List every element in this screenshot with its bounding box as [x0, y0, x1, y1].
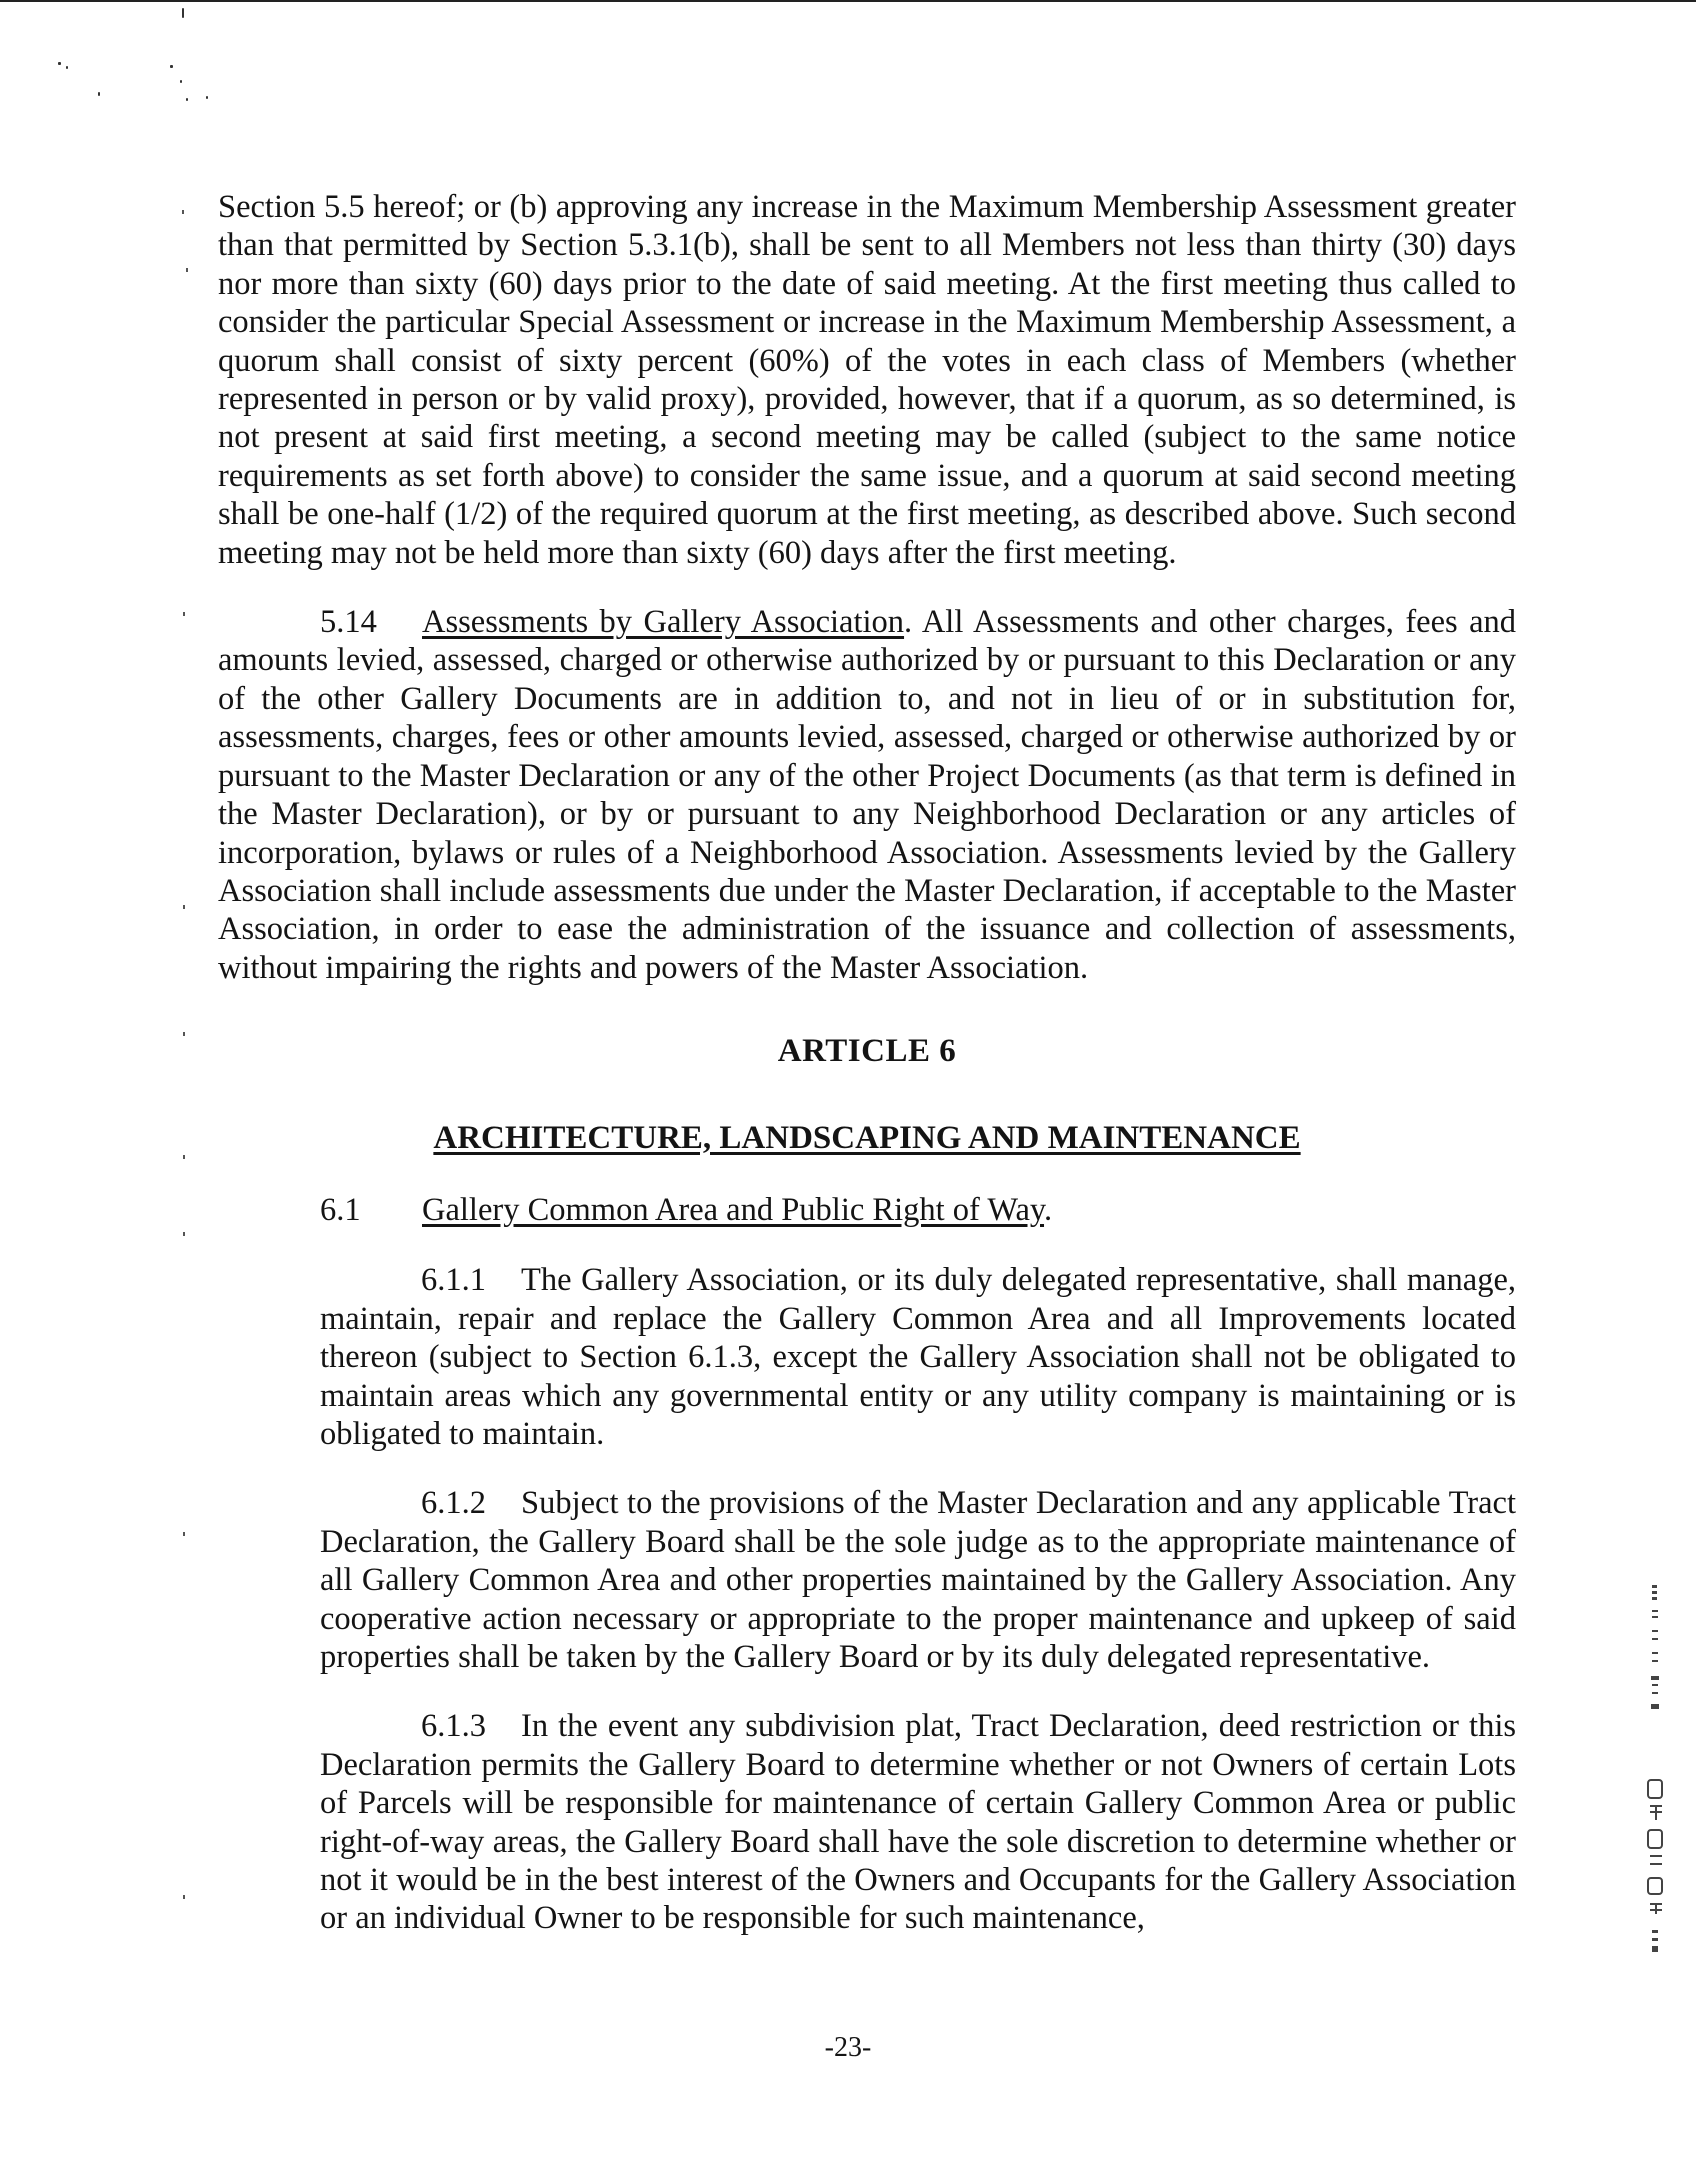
subsection-number: 6.1.3 [421, 1708, 486, 1745]
margin-mark [183, 1032, 185, 1036]
subsection-body: Subject to the provisions of the Master Declaration and any applicable Tract Declaration, the Gallery Board shall be the sole judge as to the appropriate maintenance of all Gallery Common Area and other properties maintained by the Gallery Association. Any cooperative action necessary or appropriate to the proper maintenance and upkeep of said properties shall be taken by the Gallery Board or by its duly delegated representative. [320, 1485, 1516, 1675]
section-5-14 [218, 603, 1516, 987]
margin-mark [183, 1895, 185, 1899]
subsection-body: In the event any subdivision plat, Tract Declaration, deed restriction or this Declaration permits the Gallery Board to determine whether or not Owners of certain Lots of Parcels will be responsible for maintenance of certain Gallery Common Area or public right-of-way areas, the Gallery Board shall have the sole discretion to determine whether or not it would be in the best interest of the Owners and Occupants for the Gallery Association or an individual Owner to be responsible for such maintenance, [320, 1708, 1516, 1937]
scan-speck [98, 92, 100, 96]
document-page [218, 188, 1516, 1938]
section-6-1-1 [218, 1261, 1516, 1453]
section-heading: Assessments by Gallery Association [422, 604, 905, 641]
margin-mark [183, 612, 185, 616]
scan-speck [180, 80, 182, 83]
subsection-body: The Gallery Association, or its duly delegated representative, shall manage, maintain, repair and replace the Gallery Common Area and all Improvements located thereon (subject to Section 6.1.3, except the Gallery Association shall not be obligated to maintain areas which any governmental entity or any utility company is maintaining or is obligated to maintain. [320, 1262, 1516, 1452]
recording-stamp [1640, 1580, 1672, 1970]
section-body: . All Assessments and other charges, fees and amounts levied, assessed, charged or otherwise authorized by or pursuant to this Declaration or any of the other Gallery Documents are in addition to, and not in lieu of or in substitution for, assessments, charges, fees or other amounts levied, assessed, charged or otherwise authorized by or pursuant to the Master Declaration or any of the other Project Documents (as that term is defined in the Master Declaration), or by or pursuant to any Neighborhood Declaration or any articles of incorporation, bylaws or rules of a Neighborhood Association. Assessments levied by the Gallery Association shall include assessments due under the Master Declaration, if acceptable to the Master Association, in order to ease the administration of the issuance and collection of assessments, without impairing the rights and powers of the Master Association. [218, 604, 1517, 986]
margin-mark [186, 268, 188, 272]
scan-speck [186, 98, 188, 101]
margin-mark [183, 905, 185, 909]
scan-speck [170, 65, 173, 68]
section-number: 5.14 [320, 604, 377, 641]
section-6-1 [218, 1191, 1516, 1229]
section-heading: Gallery Common Area and Public Right of Way [422, 1191, 1045, 1228]
article-title: ARCHITECTURE, LANDSCAPING AND MAINTENANCE [433, 1119, 1301, 1156]
scan-speck [182, 8, 184, 18]
section-6-1-3 [218, 1707, 1516, 1937]
scan-speck [66, 66, 68, 69]
section-number: 6.1 [320, 1191, 361, 1228]
subsection-number: 6.1.1 [421, 1262, 486, 1299]
subsection-number: 6.1.2 [421, 1485, 486, 1522]
margin-mark [183, 1232, 185, 1236]
section-6-1-2 [218, 1484, 1516, 1676]
margin-mark [183, 1532, 185, 1536]
paragraph-quorum: Section 5.5 hereof; or (b) approving any increase in the Maximum Membership Assessment greater than that permitted by Section 5.3.1(b), shall be sent to all Members not less than thirty (30) days nor more than sixty (60) days prior to the date of said meeting. At the first meeting thus called to consider the particular Special Assessment or increase in the Maximum Membership Assessment, a quorum shall consist of sixty percent (60%) of the votes in each class of Members (whether represented in person or by valid proxy), provided, however, that if a quorum, as so determined, is not present at said first meeting, a second meeting may be called (subject to the same notice requirements as set forth above) to consider the same issue, and a quorum at said second meeting shall be one-half (1/2) of the required quorum at the first meeting, as described above. Such second meeting may not be held more than sixty (60) days after the first meeting. [218, 189, 1516, 571]
article-number: ARTICLE 6 [777, 1033, 957, 1070]
scan-speck [58, 62, 61, 65]
scan-speck [206, 96, 208, 99]
scan-top-border [0, 0, 1696, 2]
heading-period: . [1044, 1191, 1053, 1228]
page-number: -23- [824, 2032, 872, 2063]
margin-mark [182, 210, 184, 214]
margin-mark [183, 1155, 185, 1159]
